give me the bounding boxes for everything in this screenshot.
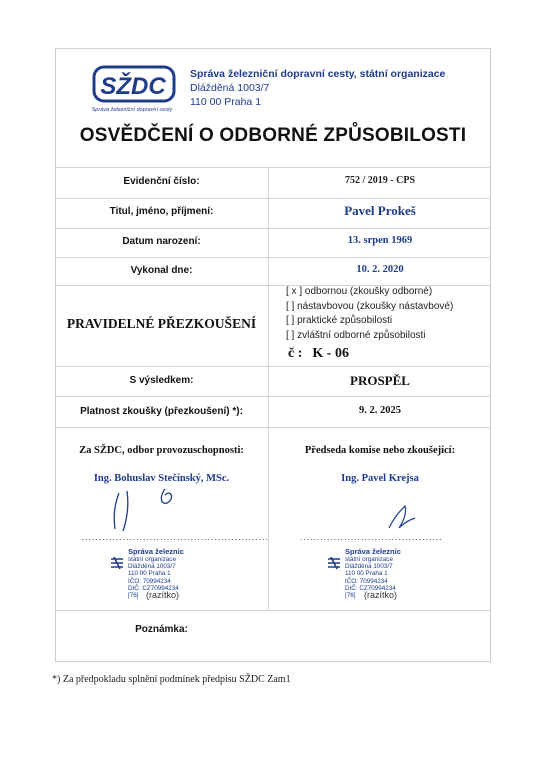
evidence-number-value: 752 / 2019 - CPS [345,175,415,186]
stamp-name: Správa železnic [128,547,184,556]
stamp-line: DIČ: CZ70994234 [345,584,396,592]
divider [55,427,491,428]
stamp-line: [76] [345,592,356,600]
stamp-line: IČO: 70994234 [128,577,171,585]
page-title: OSVĚDČENÍ O ODBORNÉ ZPŮSOBILOSTI [79,125,467,146]
right-handwritten-signature [385,502,425,536]
left-signature-line: ....................................................... [82,533,269,542]
exam-type-label: PRAVIDELNÉ PŘEZKOUŠENÍ [66,316,257,331]
stamp-line: státní organizace [128,556,176,563]
divider [55,366,491,367]
stamp-line: DIČ: CZ70994234 [128,584,179,592]
stamp-logo-icon [110,556,124,570]
exam-date-value: 10. 2. 2020 [356,264,404,275]
note-label: Poznámka: [135,624,188,635]
logo-text: SŽDC [100,73,166,100]
stamp-line: Dlážděná 1003/7 [128,563,176,571]
divider [55,228,491,229]
right-signature-line: .......................................... [300,533,443,542]
divider [55,198,491,199]
right-signer-name: Ing. Pavel Krejsa [341,473,419,484]
divider [55,396,491,397]
org-name: Správa železniční dopravní cesty, státní organizace [190,68,446,80]
divider [55,167,491,168]
org-city: 110 00 Praha 1 [190,96,262,108]
option-professional: [ x ] odbornou (zkoušky odborné) [286,286,433,297]
logo-subtext: Správa železniční dopravní cesty [91,107,173,113]
option-practical: [ ] praktické způsobilosti [286,315,393,326]
stamp-line: IČO: 70994234 [345,577,388,585]
validity-value: 9. 2. 2025 [359,405,401,416]
exam-number-value: K - 06 [312,346,349,361]
evidence-number-label: Evidenční číslo: [123,176,200,187]
org-address [190,67,445,109]
full-name-label: Titul, jméno, příjmení: [109,206,214,217]
left-signature-title: Za SŽDC, odbor provozuschopnosti: [79,445,244,456]
footnote: *) Za předpokladu splnění podmínek předpisu SŽDC Zam1 [52,674,291,685]
exam-number [288,346,349,362]
stamp-line: Dlážděná 1003/7 [345,563,393,571]
stamp-line: [76] [128,592,139,600]
divider [55,257,491,258]
org-street: Dlážděná 1003/7 [190,82,270,94]
birth-date-value: 13. srpen 1969 [347,235,413,246]
left-stamp [108,548,228,610]
right-signature-title: Předseda komise nebo zkoušející: [304,445,456,456]
stamp-line: státní organizace [345,556,393,563]
option-extension: [ ] nástavbovou (zkoušky nástavbové) [286,300,454,312]
result-label: S výsledkem: [129,375,194,386]
exam-number-label: č : [288,346,303,361]
validity-label: Platnost zkoušky (přezkoušení) *): [80,406,243,417]
result-value: PROSPĚL [350,373,410,388]
exam-date-label: Vykonal dne: [130,265,193,276]
divider [55,610,491,611]
stamp-line: 110 00 Praha 1 [345,570,388,578]
full-name-value: Pavel Prokeš [344,203,416,218]
stamp-line: 110 00 Praha 1 [128,570,171,578]
left-stamp-label: (razítko) [146,590,180,600]
szdc-logo [86,65,178,115]
stamp-name: Správa železnic [345,547,401,556]
left-signer-name: Ing. Bohuslav Stečínský, MSc. [93,473,230,484]
exam-type-options [286,285,453,343]
birth-date-label: Datum narození: [122,236,201,247]
stamp-logo-icon [327,556,341,570]
option-special: [ ] zvláštní odborné způsobilosti [286,329,426,341]
left-handwritten-signature [105,485,195,535]
right-stamp [325,548,445,610]
right-stamp-label: (razítko) [364,590,398,600]
